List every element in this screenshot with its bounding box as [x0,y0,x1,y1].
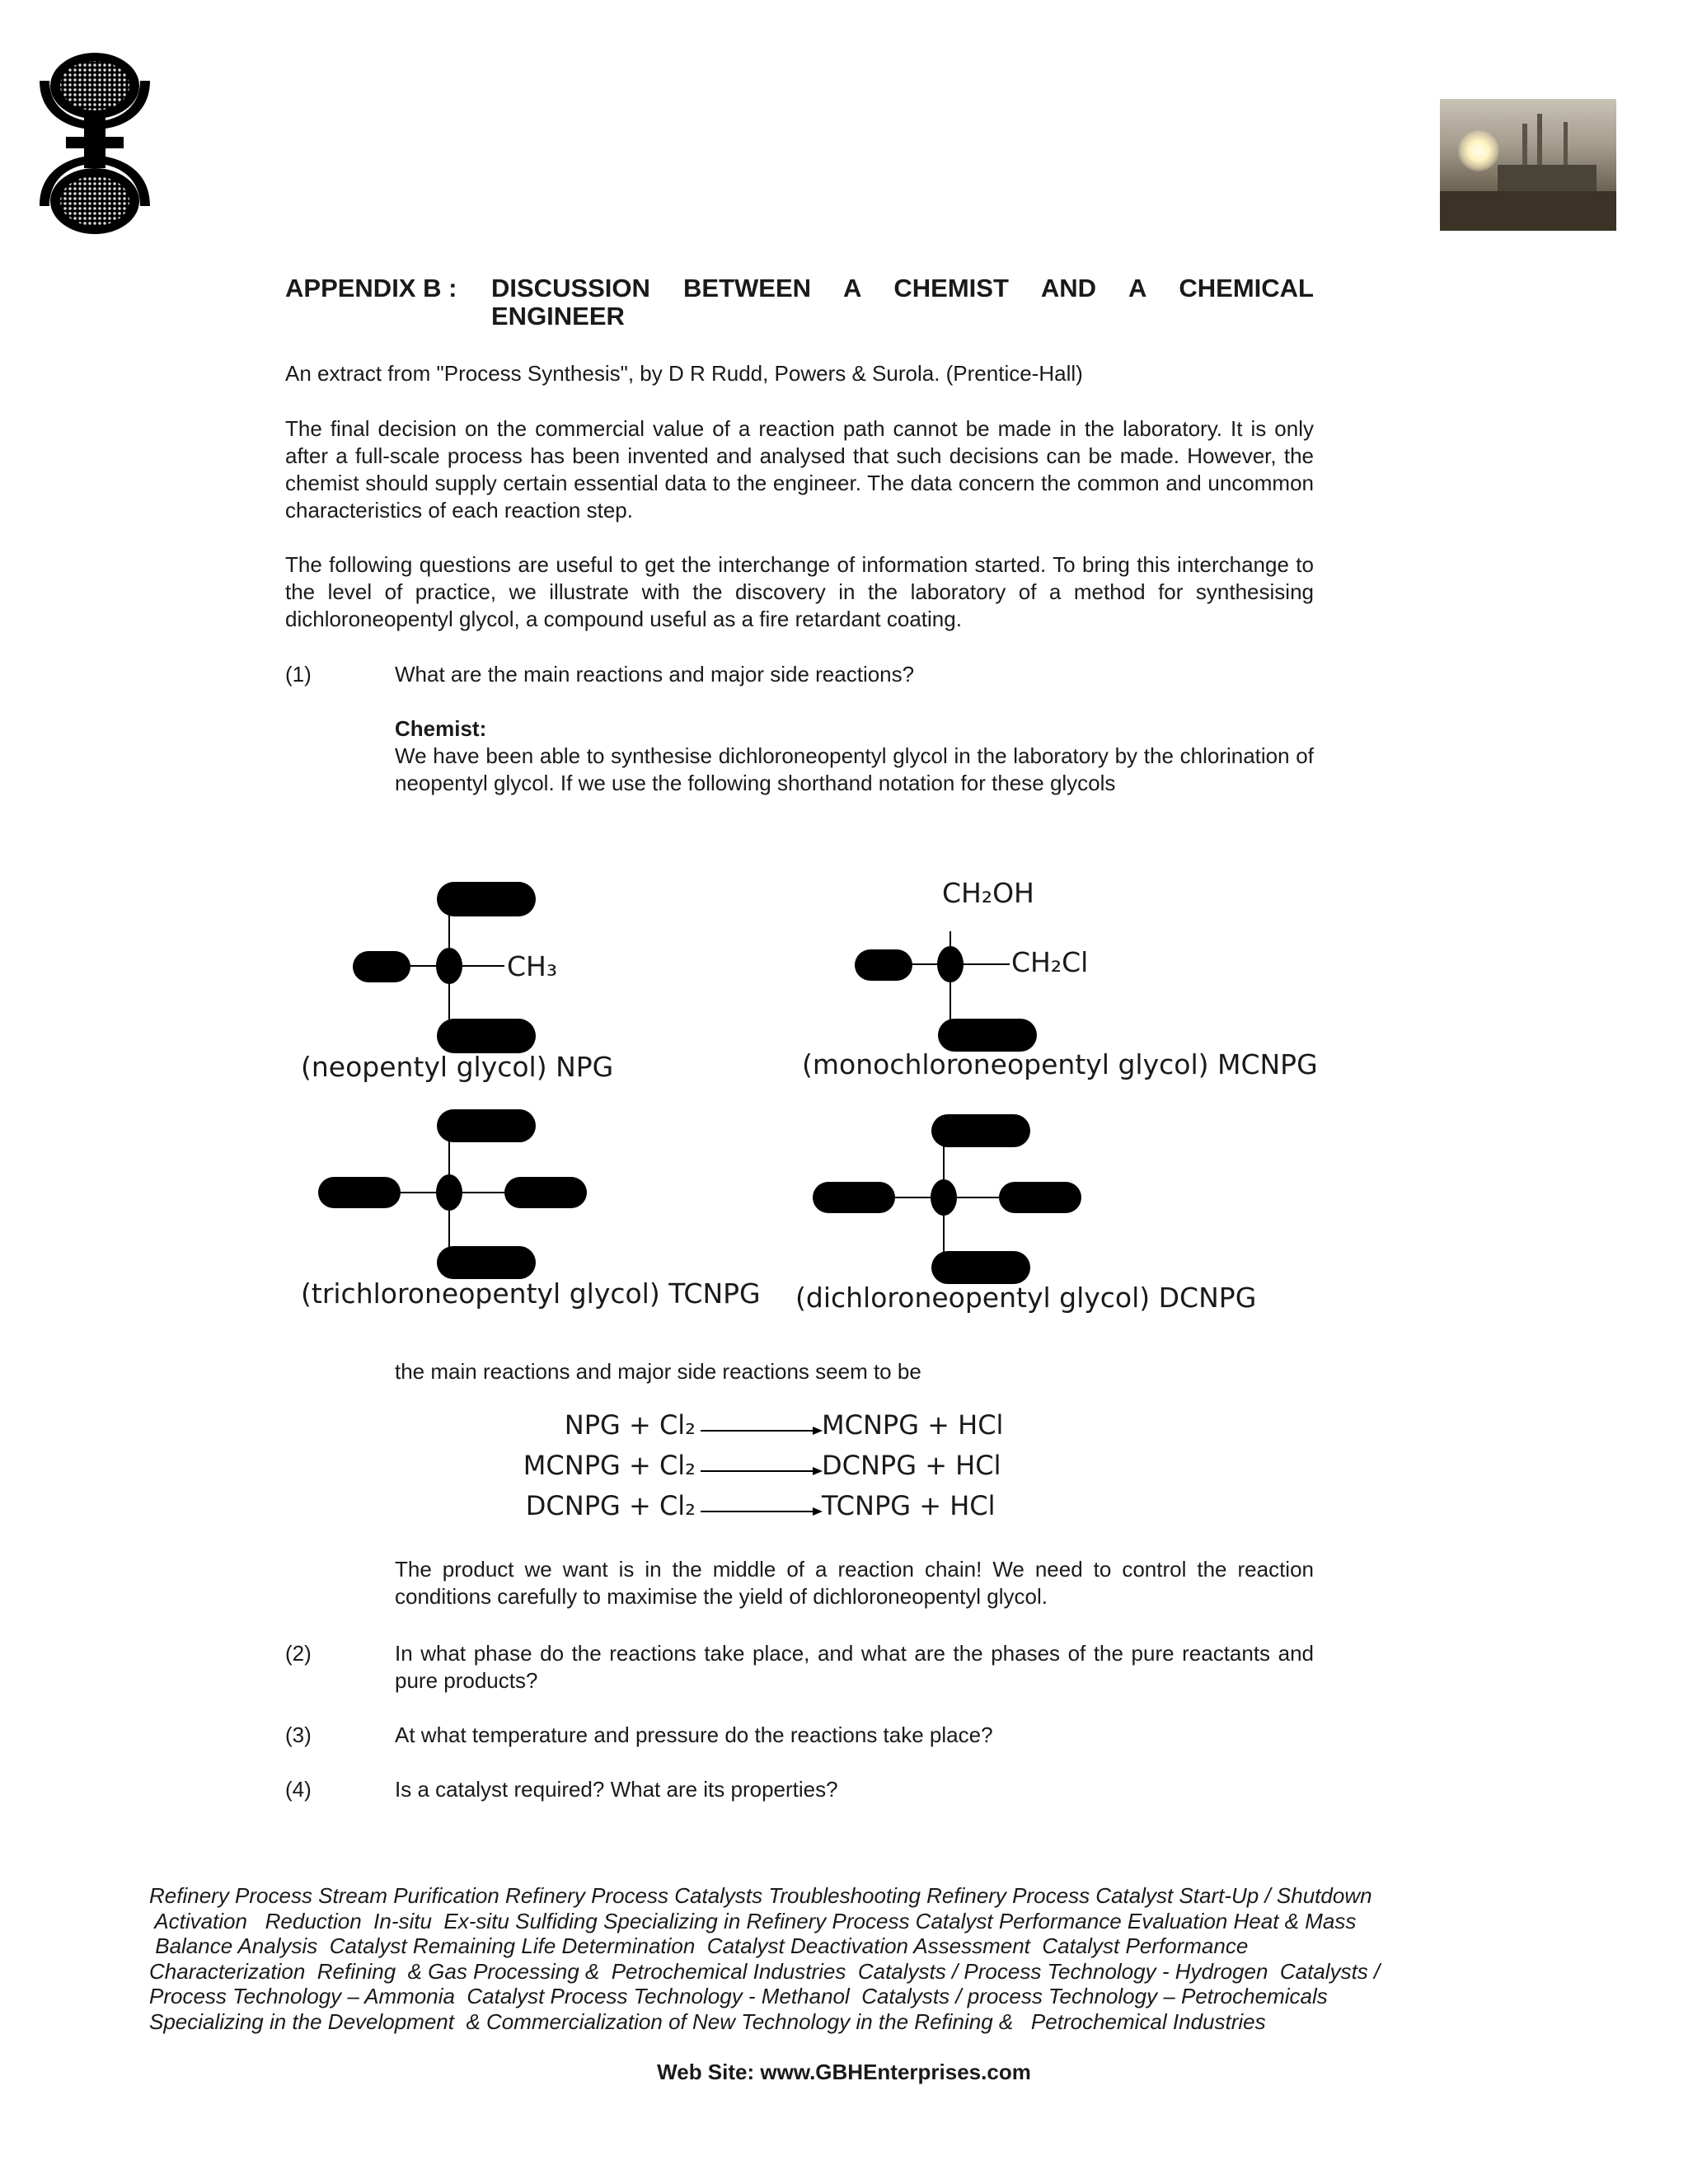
appendix-label: APPENDIX B : [285,274,457,302]
reaction-1-arrow [701,1426,823,1436]
question-2-number: (2) [285,1641,312,1666]
footer-services [149,1883,1550,2034]
reaction-1-products: MCNPG + HCl [822,1409,1004,1441]
npg-caption: (neopentyl glycol) NPG [301,1051,614,1083]
paragraph-2: The following questions are useful to get the interchange of information started. To bring this interchange to the level of practice, we illustrate with the discovery in the laboratory of a method for synthesising dichloroneopentyl glycol, a compound useful as a fire retardant coating. [285,552,1314,631]
reaction-2-products: DCNPG + HCl [822,1450,1001,1481]
product-text: The product we want is in the middle of a reaction chain! We need to control the reaction conditions carefully to maximise the yield of dichloroneopentyl glycol. [395,1557,1314,1609]
reactions-intro: the main reactions and major side reactions seem to be [395,1359,921,1384]
mcnpg-structure [855,931,1037,1052]
gbh-logo-icon [33,48,157,237]
question-3-number: (3) [285,1722,312,1747]
reaction-2-reactants: MCNPG + Cl₂ [523,1450,696,1481]
question-2-text: In what phase do the reactions take place, and what are the phases of the pure reactants and pure products? [395,1641,1314,1693]
reaction-equations [495,1409,1071,1533]
dcnpg-structure [813,1114,1081,1284]
reaction-3-arrow [701,1507,823,1516]
refinery-sunset-photo [1440,99,1616,231]
reaction-3-products: TCNPG + HCl [822,1490,996,1521]
reaction-2-arrow [701,1466,823,1476]
website-link[interactable]: Web Site: www.GBHEnterprises.com [657,2060,1031,2084]
footer-line: Specializing in the Development & Commercialization of New Technology in the Refining & Petrochemical Industries [149,2008,1266,2034]
mcnpg-caption: (monochloroneopentyl glycol) MCNPG [802,1048,1318,1080]
question-1-text: What are the main reactions and major side reactions? [395,662,915,687]
glycol-structures-diagram [280,865,1352,1343]
footer-line: Balance Analysis Catalyst Remaining Life Determination Catalyst Deactivation Assessment Catalyst Performance [149,1933,1249,1958]
dcnpg-caption: (dichloroneopentyl glycol) DCNPG [795,1282,1257,1314]
reaction-3-reactants: DCNPG + Cl₂ [525,1490,696,1521]
mcnpg-top-group: CH₂OH [942,877,1034,909]
chemist-label: Chemist: [395,716,487,741]
tcnpg-structure [318,1109,587,1279]
mcnpg-substituent: CH₂Cl [1011,946,1089,978]
npg-substituent: CH₃ [507,950,558,982]
footer-line: Activation Reduction In-situ Ex-situ Sulfiding Specializing in Refinery Process Catalyst Performance Evaluation Heat & Mass [149,1908,1357,1933]
paragraph-1: The final decision on the commercial value of a reaction path cannot be made in the laboratory. It is only after a full-scale process has been invented and analysed that such decisions can be made. However, the chemist should supply certain essential data to the engineer. The data concern the common and uncommon characteristics of each reaction step. [285,416,1314,523]
question-3-text: At what temperature and pressure do the reactions take place? [395,1722,993,1747]
tcnpg-caption: (trichloroneopentyl glycol) TCNPG [301,1277,761,1310]
footer-line: Process Technology – Ammonia Catalyst Process Technology - Methanol Catalysts / process Technology – Petrochemicals [149,1984,1328,2008]
appendix-title-line1: DISCUSSION BETWEEN A CHEMIST AND A CHEMICAL [491,274,1314,302]
appendix-title-line2: ENGINEER [491,302,625,330]
question-4-number: (4) [285,1777,312,1802]
reaction-1-reactants: NPG + Cl₂ [564,1409,696,1441]
question-1-number: (1) [285,662,312,687]
question-4-text: Is a catalyst required? What are its properties? [395,1777,838,1802]
footer-line: Refinery Process Stream Purification Refinery Process Catalysts Troubleshooting Refinery Process Catalyst Start-Up / Shutdown [149,1883,1372,1908]
chemist-text: We have been able to synthesise dichloroneopentyl glycol in the laboratory by the chlorination of neopentyl glycol. If we use the following shorthand notation for these glycols [395,743,1314,795]
footer-line: Characterization Refining & Gas Processing & Petrochemical Industries Catalysts / Process Technology - Hydrogen Catalysts / [149,1958,1381,1984]
extract-citation: An extract from "Process Synthesis", by D R Rudd, Powers & Surola. (Prentice-Hall) [285,361,1083,386]
